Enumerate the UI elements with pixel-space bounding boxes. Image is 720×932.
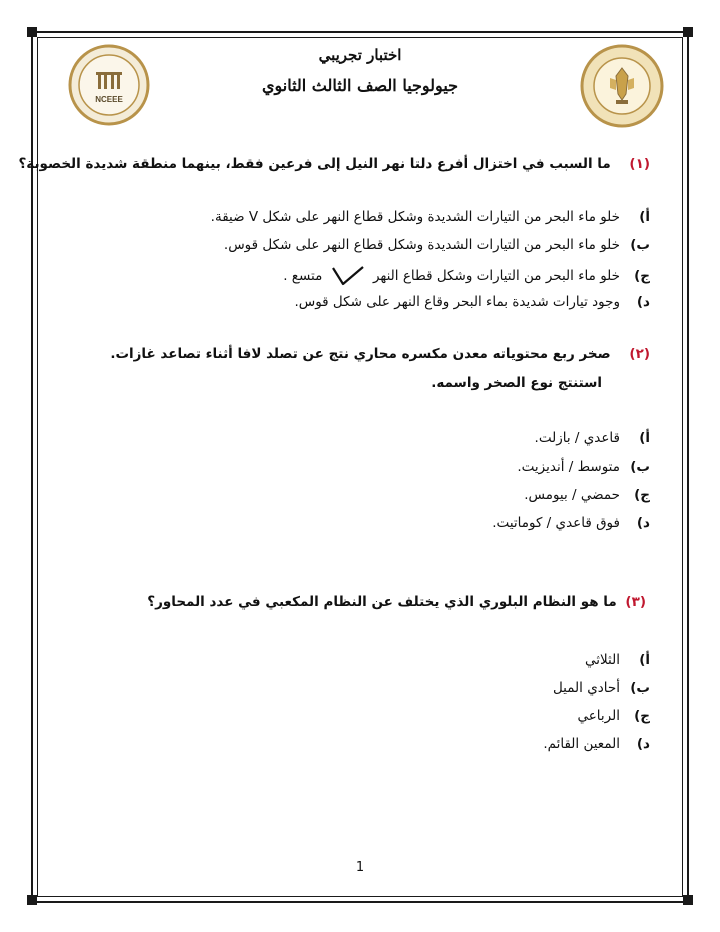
option-text: متوسط / أنديزيت.	[517, 459, 620, 475]
option-text: أحادي الميل	[552, 680, 620, 696]
option-row	[543, 736, 650, 752]
option-letter: ج)	[634, 487, 650, 503]
border-corner	[27, 895, 37, 905]
question-text: ما هو النظام البلوري الذي يختلف عن النظام المكعبي في عدد المحاور؟	[147, 594, 617, 610]
option-text: خلو ماء البحر من التيارات الشديدة وشكل قطاع النهر على شكل V ضيقة.	[210, 209, 620, 225]
option-text: الثلاثي	[584, 652, 620, 668]
option-letter: د)	[636, 294, 650, 310]
option-letter: ب)	[630, 237, 650, 253]
ministry-logo	[580, 44, 664, 128]
option-row	[517, 459, 650, 475]
option-text: قاعدي / بازلت.	[534, 430, 620, 446]
question-3	[147, 594, 646, 610]
border-corner	[683, 895, 693, 905]
option-letter: ب)	[630, 459, 650, 475]
option-letter: د)	[636, 515, 650, 531]
question-number: (٢)	[629, 346, 650, 362]
option-text: وجود تيارات شديدة بماء البحر وقاع النهر على شكل قوس.	[294, 294, 620, 310]
option-row	[294, 294, 650, 310]
question-2-line2: استنتج نوع الصخر واسمه.	[431, 375, 602, 391]
option-row	[492, 515, 650, 531]
option-text: حمضي / بيومس.	[524, 487, 620, 503]
option-row	[524, 487, 650, 503]
option-text: خلو ماء البحر من التيارات الشديدة وشكل قطاع النهر على شكل قوس.	[223, 237, 620, 253]
option-row	[283, 265, 650, 287]
nceee-logo-text: NCEEE	[95, 95, 123, 104]
question-number: (١)	[629, 156, 650, 172]
option-row	[553, 680, 650, 696]
border-corner	[683, 27, 693, 37]
option-letter: د)	[636, 736, 650, 752]
option-letter: ج)	[634, 708, 650, 724]
nceee-logo	[68, 44, 150, 126]
option-letter: أ)	[639, 652, 650, 668]
page-number: 1	[355, 860, 365, 875]
option-row	[585, 652, 650, 668]
option-letter: ب)	[630, 680, 650, 696]
exam-title: اختبار تجريبي	[318, 46, 402, 64]
question-2	[110, 346, 650, 362]
option-text: الرباعي	[577, 708, 620, 724]
option-row	[578, 708, 651, 724]
exam-subtitle: جيولوجيا الصف الثالث الثانوي	[261, 76, 459, 95]
question-1	[18, 156, 650, 172]
option-letter: ج)	[634, 268, 650, 284]
option-row	[224, 237, 650, 253]
option-text: المعين القائم.	[543, 736, 620, 752]
v-shape-drawing	[331, 265, 365, 287]
option-letter: أ)	[639, 430, 650, 446]
option-letter: أ)	[639, 209, 650, 225]
border-corner	[27, 27, 37, 37]
option-row	[211, 209, 650, 225]
option-text: خلو ماء البحر من التيارات وشكل قطاع النهر	[372, 268, 620, 284]
question-number: (٣)	[625, 594, 646, 610]
question-text: صخر ربع محتوياته معدن مكسره محاري نتج عن تصلد لافا أثناء تصاعد غازات.	[110, 346, 611, 362]
option-row	[535, 430, 650, 446]
option-text: فوق قاعدي / كوماتيت.	[492, 515, 620, 531]
option-text-continued: متسع .	[283, 268, 323, 284]
question-text: ما السبب في اختزال أفرع دلتا نهر النيل إلى فرعين فقط، بينهما منطقة شديدة الخصوبة؟	[18, 156, 611, 172]
